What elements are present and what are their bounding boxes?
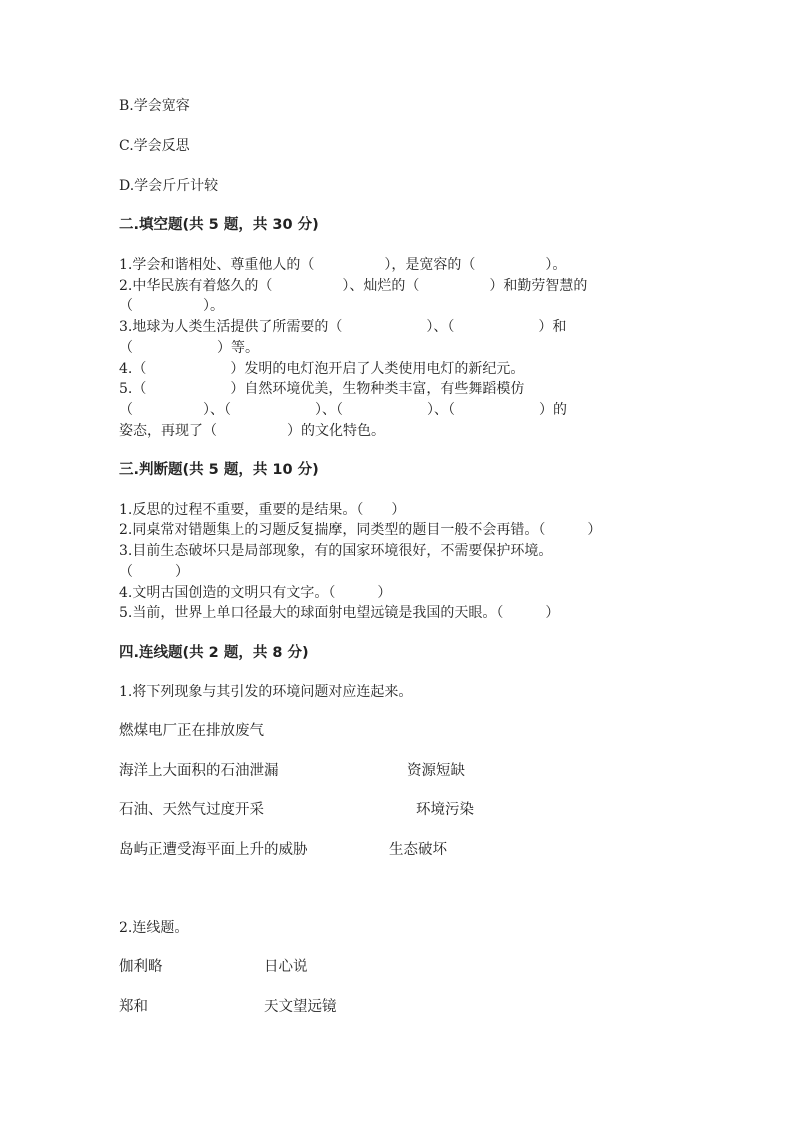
matching-q2-left-item: 郑和	[119, 999, 148, 1015]
fill-blank-line: 2.中华民族有着悠久的（ ）、灿烂的（ ）和勤劳智慧的	[119, 278, 588, 294]
option-b: B.学会宽容	[119, 98, 190, 114]
fill-blank-line: 5.（ ）自然环境优美，生物种类丰富，有些舞蹈模仿	[119, 381, 525, 397]
matching-q1-left-item: 海洋上大面积的石油泄漏	[119, 763, 279, 779]
section-heading-judge: 三.判断题(共 5 题，共 10 分)	[119, 462, 319, 478]
matching-q1-right-item: 资源短缺	[407, 763, 465, 779]
matching-q2-right-item: 日心说	[264, 959, 308, 975]
fill-blank-line: （ ）。	[119, 298, 224, 314]
matching-q2-prompt: 2.连线题。	[119, 920, 189, 936]
section-heading-matching: 四.连线题(共 2 题，共 8 分)	[119, 645, 309, 661]
matching-q2-left-item: 伽利略	[119, 959, 163, 975]
matching-q1-left-item: 石油、天然气过度开采	[119, 802, 264, 818]
section-heading-fill-blank: 二.填空题(共 5 题，共 30 分)	[119, 217, 319, 233]
judge-line: 2.同桌常对错题集上的习题反复揣摩，同类型的题目一般不会再错。（ ）	[119, 522, 602, 538]
fill-blank-line: （ ）等。	[119, 340, 259, 356]
matching-q1-right-item: 环境污染	[416, 802, 474, 818]
fill-blank-line: 姿态，再现了（ ）的文化特色。	[119, 423, 385, 439]
judge-line: （ ）	[119, 564, 189, 580]
judge-line: 5.当前，世界上单口径最大的球面射电望远镜是我国的天眼。（ ）	[119, 605, 560, 621]
matching-q1-prompt: 1.将下列现象与其引发的环境问题对应连起来。	[119, 684, 413, 700]
matching-q1-left-item: 燃煤电厂正在排放废气	[119, 723, 264, 739]
judge-line: 3.目前生态破坏只是局部现象，有的国家环境很好，不需要保护环境。	[119, 543, 553, 559]
option-d: D.学会斤斤计较	[119, 178, 219, 194]
matching-q1-left-item: 岛屿正遭受海平面上升的威胁	[119, 842, 308, 858]
fill-blank-line: 3.地球为人类生活提供了所需要的（ ）、（ ）和	[119, 319, 567, 335]
matching-q2-right-item: 天文望远镜	[264, 999, 337, 1015]
matching-q1-right-item: 生态破坏	[389, 842, 447, 858]
fill-blank-line: （ ）、（ ）、（ ）、（ ）的	[119, 402, 567, 418]
judge-line: 4.文明古国创造的文明只有文字。（ ）	[119, 585, 392, 601]
fill-blank-line: 1.学会和谐相处、尊重他人的（ ），是宽容的（ ）。	[119, 257, 567, 273]
judge-line: 1.反思的过程不重要，重要的是结果。（ ）	[119, 502, 406, 518]
fill-blank-line: 4.（ ）发明的电灯泡开启了人类使用电灯的新纪元。	[119, 361, 525, 377]
option-c: C.学会反思	[119, 138, 190, 154]
